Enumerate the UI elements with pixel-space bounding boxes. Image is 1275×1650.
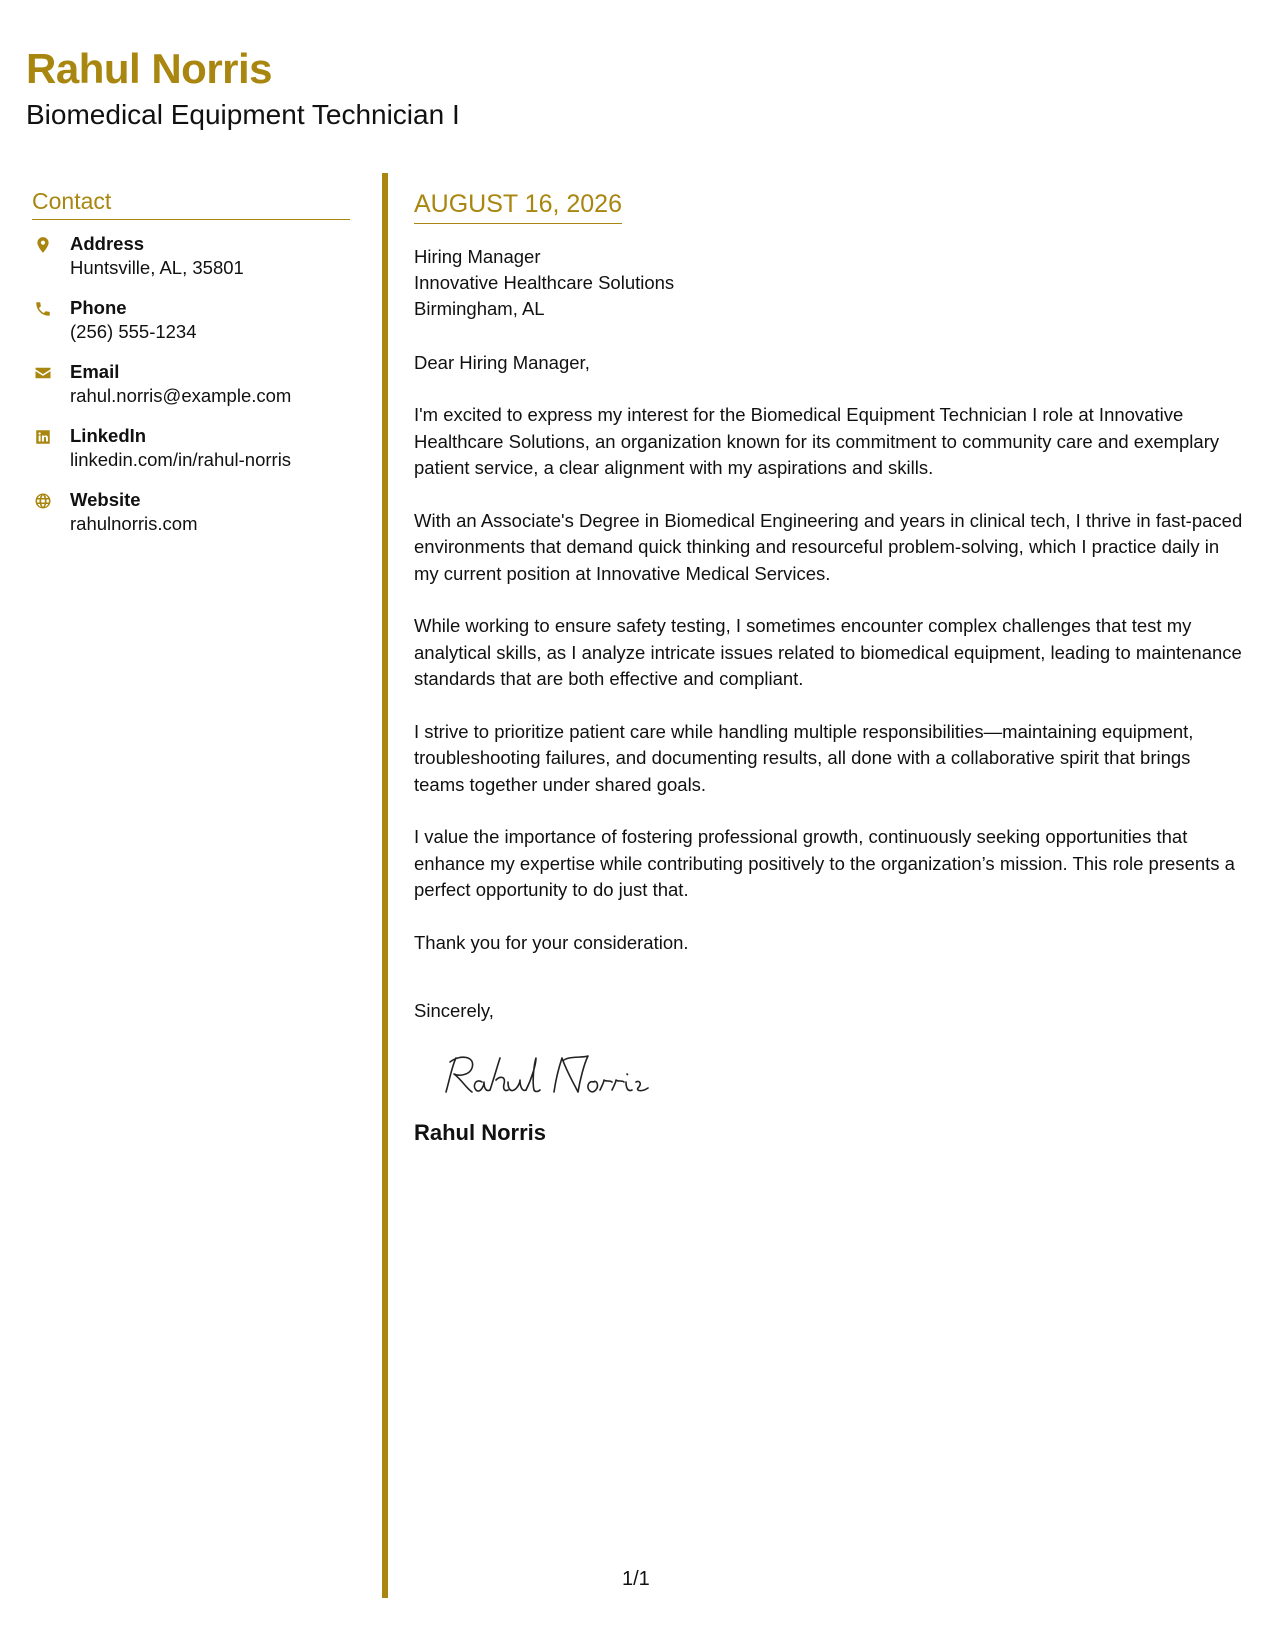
- applicant-name: Rahul Norris: [26, 45, 273, 92]
- handwritten-signature: [436, 1048, 656, 1102]
- website-label: Website: [70, 489, 141, 510]
- contact-sidebar: [32, 188, 350, 552]
- email-value[interactable]: rahul.norris@example.com: [70, 385, 292, 406]
- paragraph: Thank you for your consideration.: [414, 931, 689, 953]
- email-label: Email: [70, 361, 120, 382]
- salutation: Dear Hiring Manager,: [414, 352, 590, 373]
- recipient-location: Birmingham, AL: [414, 298, 545, 319]
- map-pin-icon: [32, 234, 54, 256]
- address-label: Address: [70, 233, 145, 254]
- linkedin-icon: [32, 426, 54, 448]
- contact-item-email: [32, 360, 350, 408]
- contact-item-address: [32, 232, 350, 280]
- address-value: Huntsville, AL, 35801: [70, 257, 244, 278]
- job-title: Biomedical Equipment Technician I: [26, 99, 460, 130]
- vertical-divider: [382, 173, 388, 1598]
- signer-name: Rahul Norris: [414, 1120, 547, 1145]
- contact-item-phone: [32, 296, 350, 344]
- linkedin-value[interactable]: linkedin.com/in/rahul-norris: [70, 449, 292, 470]
- letter-body: [414, 190, 1244, 1146]
- closing: Sincerely,: [414, 1000, 494, 1021]
- phone-value: (256) 555-1234: [70, 321, 197, 342]
- linkedin-label: LinkedIn: [70, 425, 147, 446]
- letter-date: AUGUST 16, 2026: [414, 190, 622, 224]
- contact-item-website: [32, 488, 350, 536]
- paragraph: With an Associate's Degree in Biomedical Engineering and years in clinical tech, I thrive in fast-paced environments that demand quick thinking and resourceful problem-solving, which I practice daily in my current position at Innovative Medical Services.: [414, 509, 1243, 584]
- page-number: 1/1: [622, 1568, 650, 1590]
- phone-icon: [32, 298, 54, 320]
- recipient-company: Innovative Healthcare Solutions: [414, 272, 675, 293]
- paragraph: I'm excited to express my interest for the Biomedical Equipment Technician I role at Innovative Healthcare Solutions, an organization known for its commitment to community care and exemplary patient service, a clear alignment with my aspirations and skills.: [414, 404, 1220, 478]
- paragraph: While working to ensure safety testing, I sometimes encounter complex challenges that test my analytical skills, as I analyze intricate issues related to biomedical equipment, leading to maintenance standards that are both effective and compliant.: [414, 615, 1242, 689]
- paragraph: I value the importance of fostering professional growth, continuously seeking opportunities that enhance my expertise while contributing positively to the organization’s mission. This role presents a perfect opportunity to do just that.: [414, 826, 1235, 900]
- globe-icon: [32, 490, 54, 512]
- envelope-icon: [32, 362, 54, 384]
- recipient-block: [414, 244, 1244, 322]
- contact-heading: Contact: [32, 188, 350, 220]
- paragraph: I strive to prioritize patient care while handling multiple responsibilities—maintaining equipment, troubleshooting failures, and documenting results, all done with a collaborative spirit that brings teams together under shared goals.: [414, 720, 1194, 795]
- recipient-name: Hiring Manager: [414, 246, 541, 267]
- website-value[interactable]: rahulnorris.com: [70, 513, 198, 534]
- contact-item-linkedin: [32, 424, 350, 472]
- phone-label: Phone: [70, 297, 127, 318]
